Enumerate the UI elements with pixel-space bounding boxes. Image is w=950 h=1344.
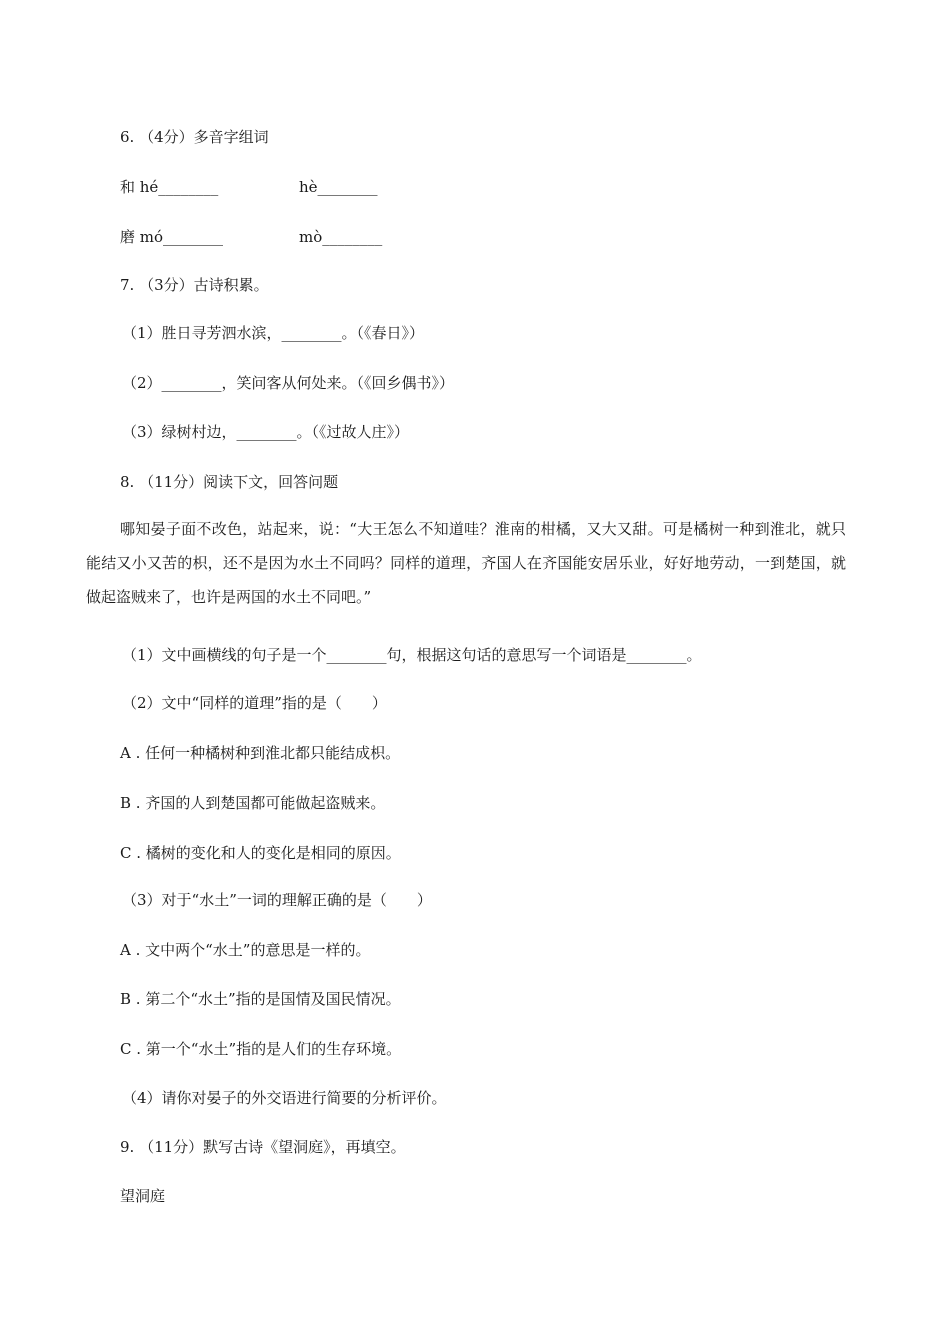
question-7-title: 7. （3分）古诗积累。	[120, 276, 269, 294]
q8-sub3-option-b: B . 第二个“水土”指的是国情及国民情况。	[120, 990, 401, 1008]
q8-sub2: （2）文中“同样的道理”指的是（ ）	[122, 694, 387, 712]
q6-row1-left: 和 hé________	[120, 178, 219, 196]
q7-item-3: （3）绿树村边，________。（《过故人庄》）	[122, 423, 410, 441]
question-8-title: 8. （11分）阅读下文，回答问题	[120, 473, 339, 491]
q8-sub3-option-c: C . 第一个“水土”指的是人们的生存环境。	[120, 1040, 402, 1058]
q8-sub3: （3）对于“水土”一词的理解正确的是（ ）	[122, 891, 432, 909]
q8-sub4: （4）请你对晏子的外交语进行简要的分析评价。	[122, 1089, 447, 1107]
q6-row2-left: 磨 mó________	[120, 228, 224, 246]
q9-poem-title: 望洞庭	[120, 1187, 166, 1205]
q7-item-2: （2）________，笑问客从何处来。（《回乡偶书》）	[122, 374, 455, 392]
question-9-title: 9. （11分）默写古诗《望洞庭》，再填空。	[120, 1138, 406, 1156]
q8-sub1: （1）文中画横线的句子是一个________句，根据这句话的意思写一个词语是________。	[122, 646, 702, 664]
q8-sub2-option-a: A . 任何一种橘树种到淮北都只能结成枳。	[120, 744, 401, 762]
q8-sub3-option-a: A . 文中两个“水土”的意思是一样的。	[120, 941, 371, 959]
q6-row1-right: hè________	[299, 178, 378, 196]
q7-item-1: （1）胜日寻芳泗水滨，________。（《春日》）	[122, 324, 425, 342]
q8-sub2-option-b: B . 齐国的人到楚国都可能做起盗贼来。	[120, 794, 386, 812]
q8-sub2-option-c: C . 橘树的变化和人的变化是相同的原因。	[120, 844, 401, 862]
q6-row2-right: mò________	[299, 228, 383, 246]
question-6-title: 6. （4分）多音字组词	[120, 128, 269, 146]
q8-passage: 哪知晏子面不改色，站起来，说：“大王怎么不知道哇？淮南的柑橘，又大又甜。可是橘树一种到淮北，就只能结又小又苦的枳，还不是因为水土不同吗？同样的道理，齐国人在齐国能安居乐业，好好地劳动，一到楚国，就做起盗贼来了，也许是两国的水土不同吧。”	[86, 520, 846, 606]
